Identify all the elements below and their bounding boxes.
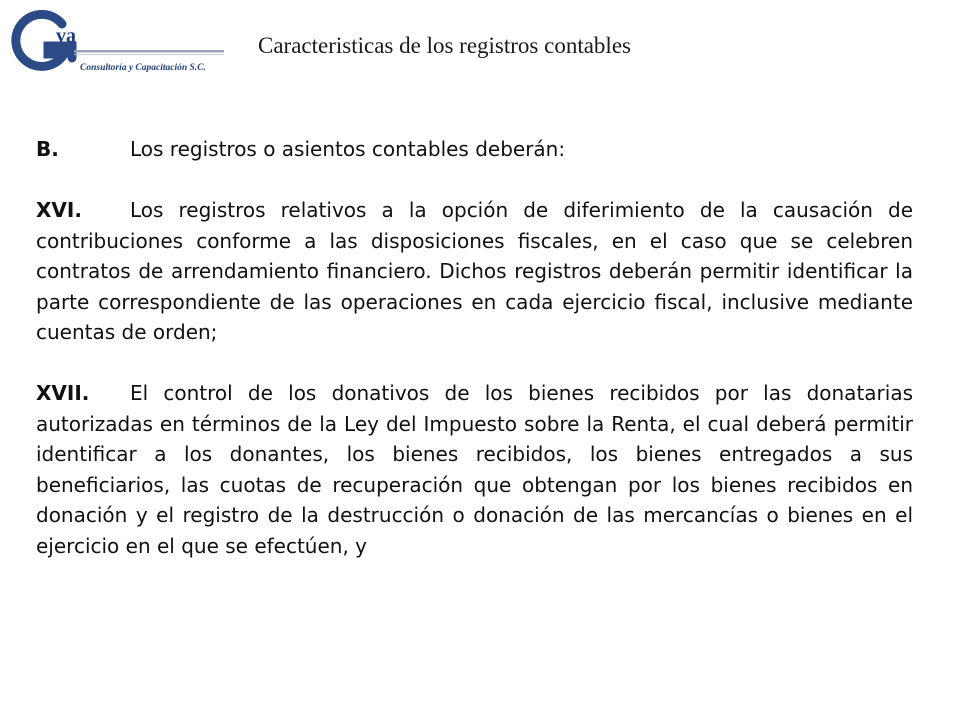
item-marker-xvi: XVI. (36, 198, 82, 222)
item-paragraph-xvii (36, 378, 913, 561)
item-paragraph-xvi (36, 195, 913, 348)
document-body (36, 134, 913, 592)
item-text-xvii: El control de los donativos de los bienes recibidos por las donatarias autorizadas en términos de la Ley del Impuesto sobre la Renta, el cual deberá permitir identificar a los donantes, los bienes recibidos, los bienes entregados a sus beneficiarios, las cuotas de recuperación que obtengan por los bienes recibidos en donación y el registro de la destrucción o donación de las mercancías o bienes en el ejercicio en el que se efectúen, y (36, 381, 913, 558)
logo-tagline: Consultoría y Capacitación S.C. (80, 63, 206, 73)
svg-text:va: va (56, 25, 76, 47)
page-title: Caracteristicas de los registros contables (258, 33, 631, 58)
item-marker-xvii: XVII. (36, 381, 90, 405)
intro-text: Los registros o asientos contables deberán: (130, 137, 566, 161)
section-marker: B. (36, 137, 59, 161)
item-text-xvi: Los registros relativos a la opción de diferimiento de la causación de contribuciones conforme a las disposiciones fiscales, en el caso que se celebren contratos de arrendamiento financiero. Dichos registros deberán permitir identificar la parte correspondiente de las operaciones en cada ejercicio fiscal, inclusive mediante cuentas de orden; (36, 198, 913, 344)
company-logo (4, 10, 232, 76)
intro-paragraph (36, 134, 913, 165)
